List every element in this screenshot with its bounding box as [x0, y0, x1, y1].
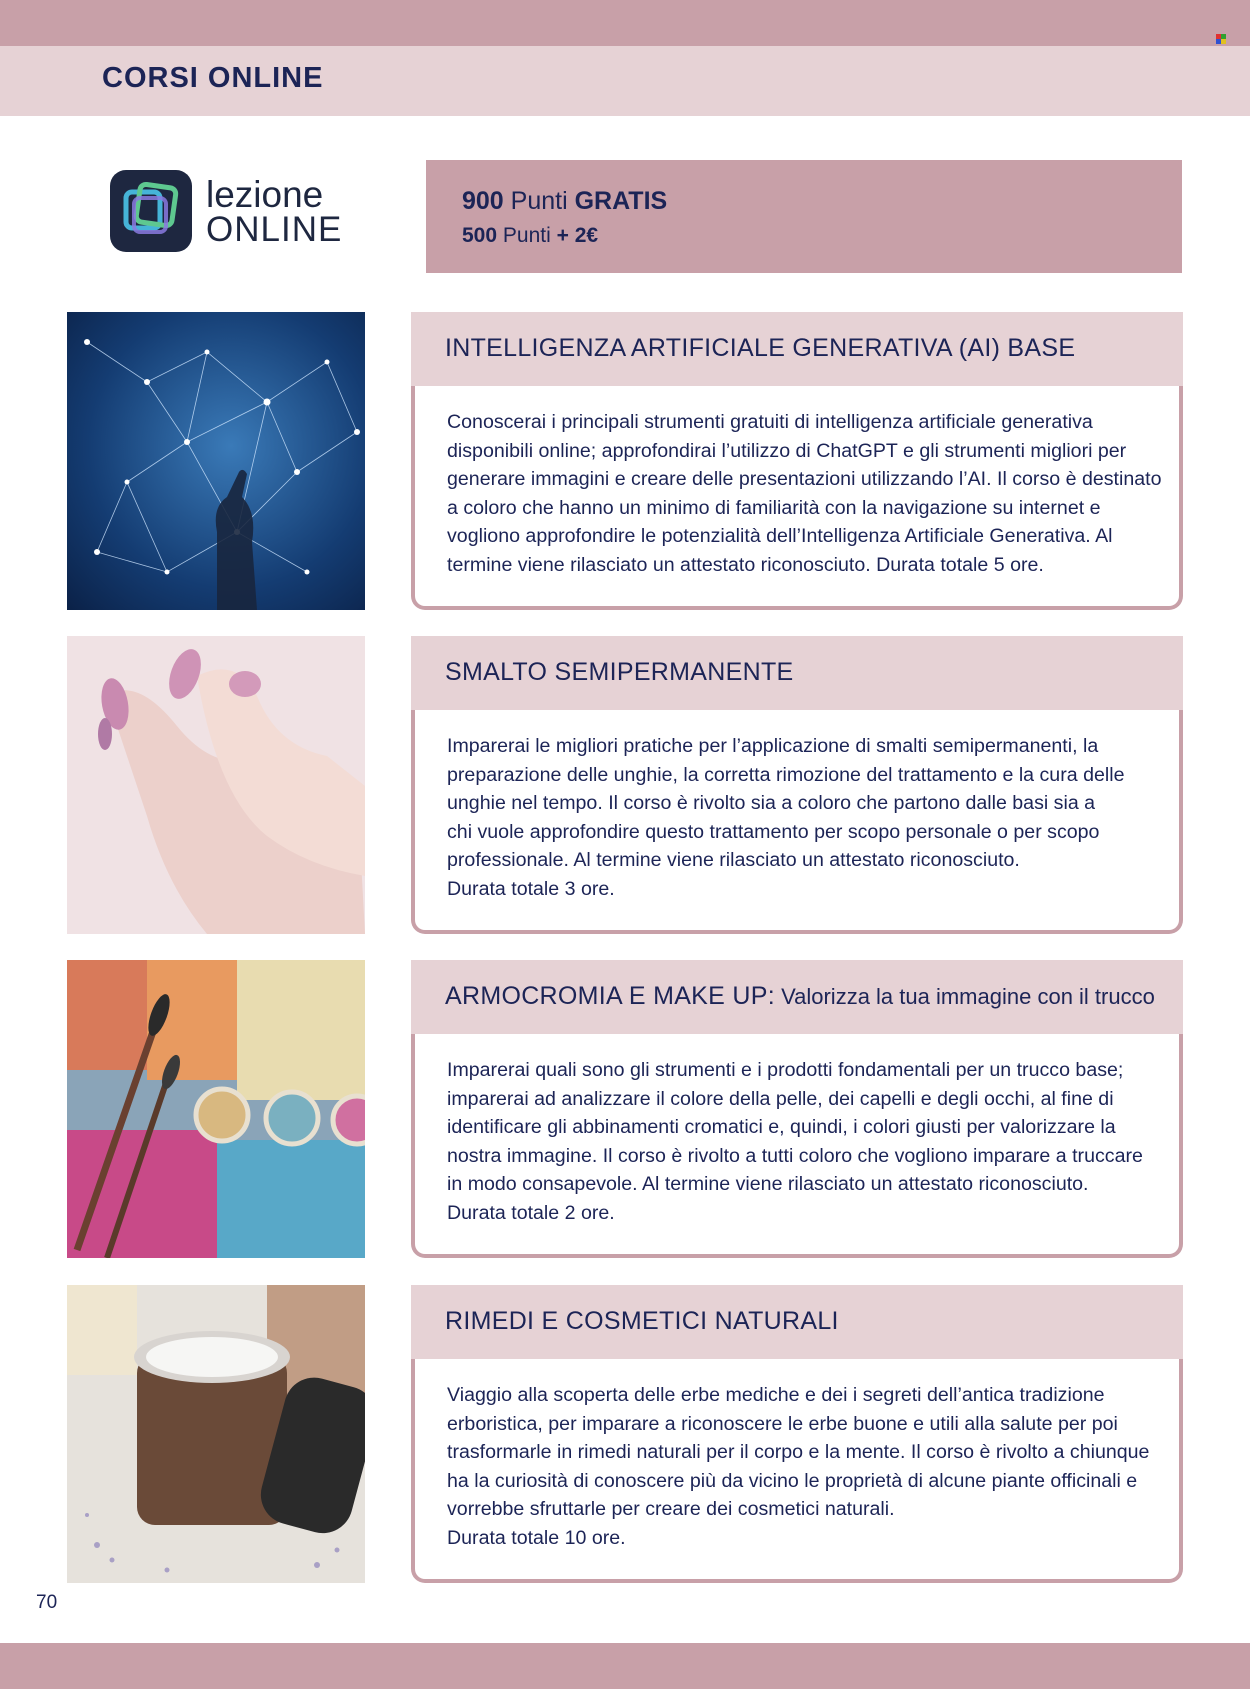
- course-makeup: [0, 960, 1250, 1260]
- bottom-band: [0, 1643, 1250, 1689]
- course-title: ARMOCROMIA E MAKE UP: Valorizza la tua immagine con il trucco: [445, 982, 1155, 1010]
- course-title: SMALTO SEMIPERMANENTE: [445, 658, 794, 686]
- ai-network-image: [67, 312, 365, 610]
- logo-word-online: ONLINE: [206, 210, 343, 249]
- points-unit: Punti: [497, 224, 557, 247]
- course-natural-cosmetics: [0, 1285, 1250, 1585]
- logo-mark-icon: [110, 170, 192, 252]
- course-title: RIMEDI E COSMETICI NATURALI: [445, 1307, 839, 1335]
- price-box: [426, 160, 1182, 273]
- course-description: Viaggio alla scoperta delle erbe mediche e dei i segreti dell’antica tradizione erboristica, per imparare a riconoscere le erbe buone e utili alla salute per poi trasformarle in rimedi naturali per il corpo e la mente. Il corso è rivolto a chiunque ha la curiosità di conoscere più da vicino le proprietà di alcune piante officinali e vorrebbe sfruttarle per creare dei cosmetici naturali. Durata totale 10 ore.: [447, 1384, 1150, 1549]
- course-description: Conoscerai i principali strumenti gratuiti di intelligenza artificiale generativa disponibili online; approfondirai l’utilizzo di ChatGPT e gli strumenti migliori per generare immagini e creare delle presentazioni utilizzando l’AI. Il corso è destinato a coloro che hanno un minimo di familiarità con la navigazione su internet e vogliono approfondire le potenzialità dell’Intelligenza Artificiale Generativa. Al termine viene rilasciato un attestato riconosciuto. Durata totale 5 ore.: [447, 411, 1162, 576]
- course-card: [411, 312, 1183, 610]
- course-card: [411, 1285, 1183, 1583]
- nails-image: [67, 636, 365, 934]
- course-card: [411, 636, 1183, 934]
- points-unit: Punti: [503, 187, 575, 215]
- points-free: 900: [462, 187, 504, 215]
- course-description: Imparerai le migliori pratiche per l’applicazione di smalti semipermanenti, la preparazione delle unghie, la corretta rimozione del trattamento e la cura delle unghie nel tempo. Il corso è rivolto sia a coloro che partono dalle basi sia a chi vuole approfondire questo trattamento per scopo personale o per scopo professionale. Al termine viene rilasciato un attestato riconosciuto. Durata totale 3 ore.: [447, 735, 1125, 900]
- page-number: 70: [36, 1592, 58, 1613]
- course-card-header: [411, 1285, 1183, 1359]
- page-title: CORSI ONLINE: [102, 62, 324, 94]
- course-title: INTELLIGENZA ARTIFICIALE GENERATIVA (AI) BASE: [445, 334, 1076, 362]
- price-extra: + 2€: [556, 224, 599, 247]
- course-card-header: [411, 312, 1183, 386]
- course-card: [411, 960, 1183, 1258]
- makeup-image: [67, 960, 365, 1258]
- course-description: Imparerai quali sono gli strumenti e i prodotti fondamentali per un trucco base; imparerai ad analizzare il colore della pelle, dei capelli e degli occhi, al fine di identificare gli abbinamenti cromatici e, quindi, i colori giusti per valorizzare la nostra immagine. Il corso è rivolto a tutti coloro che vogliono imparare a truccare in modo consapevole. Al termine viene rilasciato un attestato riconosciuto. Durata totale 2 ore.: [447, 1059, 1143, 1224]
- course-card-header: [411, 636, 1183, 710]
- points-paid: 500: [462, 224, 498, 247]
- price-line-free: [462, 186, 1146, 216]
- course-nails: [0, 636, 1250, 936]
- cosmetics-jar-image: [67, 1285, 365, 1583]
- course-card-header: [411, 960, 1183, 1034]
- course-ai: [0, 312, 1250, 612]
- lezione-online-logo: [110, 170, 350, 254]
- top-band: [0, 0, 1250, 46]
- logo-word-lezione: lezione: [206, 174, 324, 215]
- corner-mark-icon: [1216, 34, 1226, 44]
- free-tag: GRATIS: [574, 187, 668, 215]
- price-line-paid: [462, 224, 1146, 248]
